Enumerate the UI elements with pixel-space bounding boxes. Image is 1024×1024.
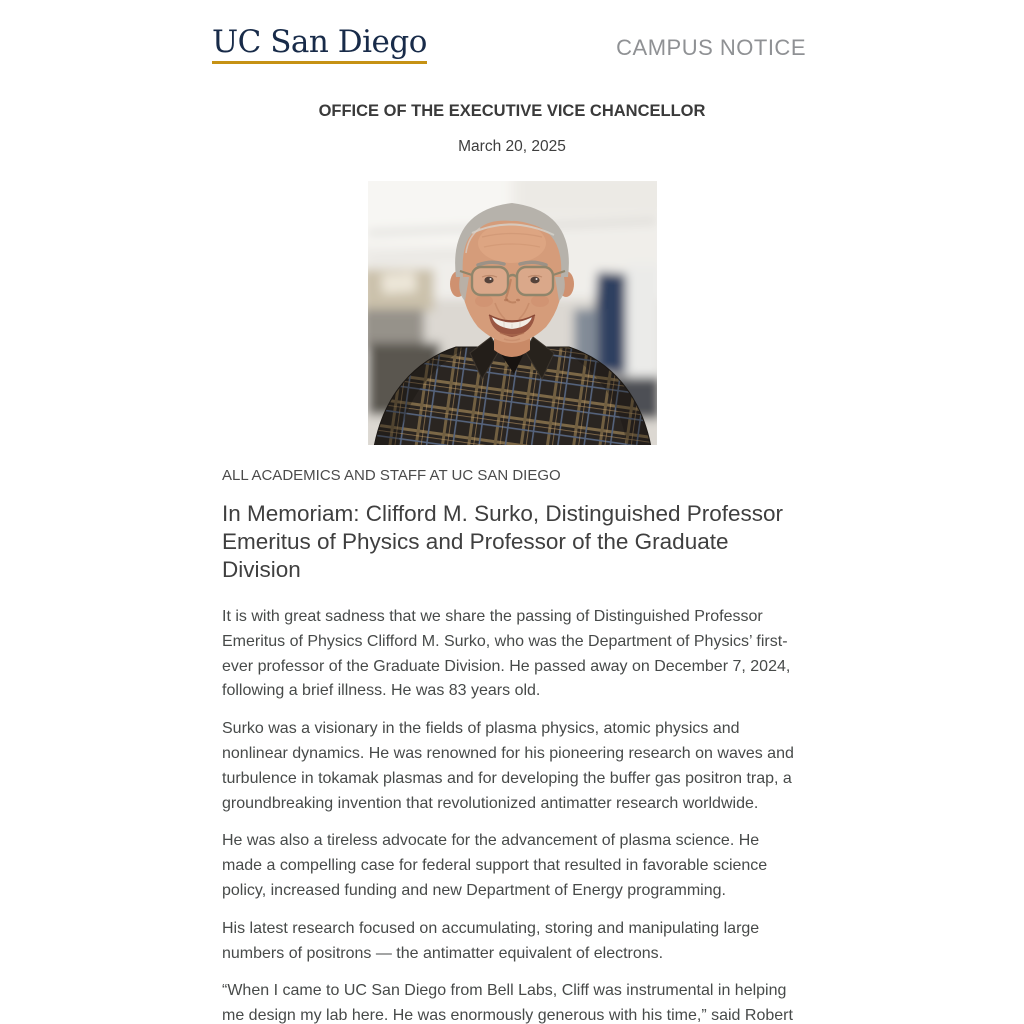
- paragraph: “When I came to UC San Diego from Bell Labs, Cliff was instrumental in helping me design my lab here. He was enormously generous with his time,” said Robert: [222, 982, 793, 1024]
- paragraph: His latest research focused on accumulating, storing and manipulating large numbers of positrons — the antimatter equivalent of electrons.: [222, 919, 760, 962]
- email-container: [212, 0, 812, 1024]
- paragraph: He was also a tireless advocate for the advancement of plasma science. He made a compelling case for federal support that resulted in favorable science policy, increased funding and new Department of Energy programming.: [222, 832, 768, 899]
- portrait-photo: [368, 181, 657, 445]
- paragraph: Surko was a visionary in the fields of plasma physics, atomic physics and nonlinear dynamics. He was renowned for his pioneering research on waves and turbulence in tokamak plasmas and for developing the buffer gas positron trap, a groundbreaking invention that revolutionized antimatter research worldwide.: [222, 720, 794, 812]
- notice-date: March 20, 2025: [458, 138, 566, 155]
- article-body: [212, 605, 812, 1024]
- article-title: In Memoriam: Clifford M. Surko, Distinguished Professor Emeritus of Physics and Professor of the Graduate Division: [222, 501, 784, 582]
- campus-notice-label: CAMPUS NOTICE: [616, 35, 806, 60]
- ucsd-logo[interactable]: UC San Diego: [212, 27, 427, 64]
- office-title: OFFICE OF THE EXECUTIVE VICE CHANCELLOR: [318, 102, 706, 120]
- header: [212, 0, 812, 64]
- audience-line: ALL ACADEMICS AND STAFF AT UC SAN DIEGO: [222, 467, 561, 484]
- paragraph: It is with great sadness that we share the passing of Distinguished Professor Emeritus of Physics Clifford M. Surko, who was the Department of Physics’ first-ever professor of the Graduate Division. He passed away on December 7, 2024, following a brief illness. He was 83 years old.: [222, 608, 791, 700]
- portrait-photo-illustration: [368, 181, 657, 445]
